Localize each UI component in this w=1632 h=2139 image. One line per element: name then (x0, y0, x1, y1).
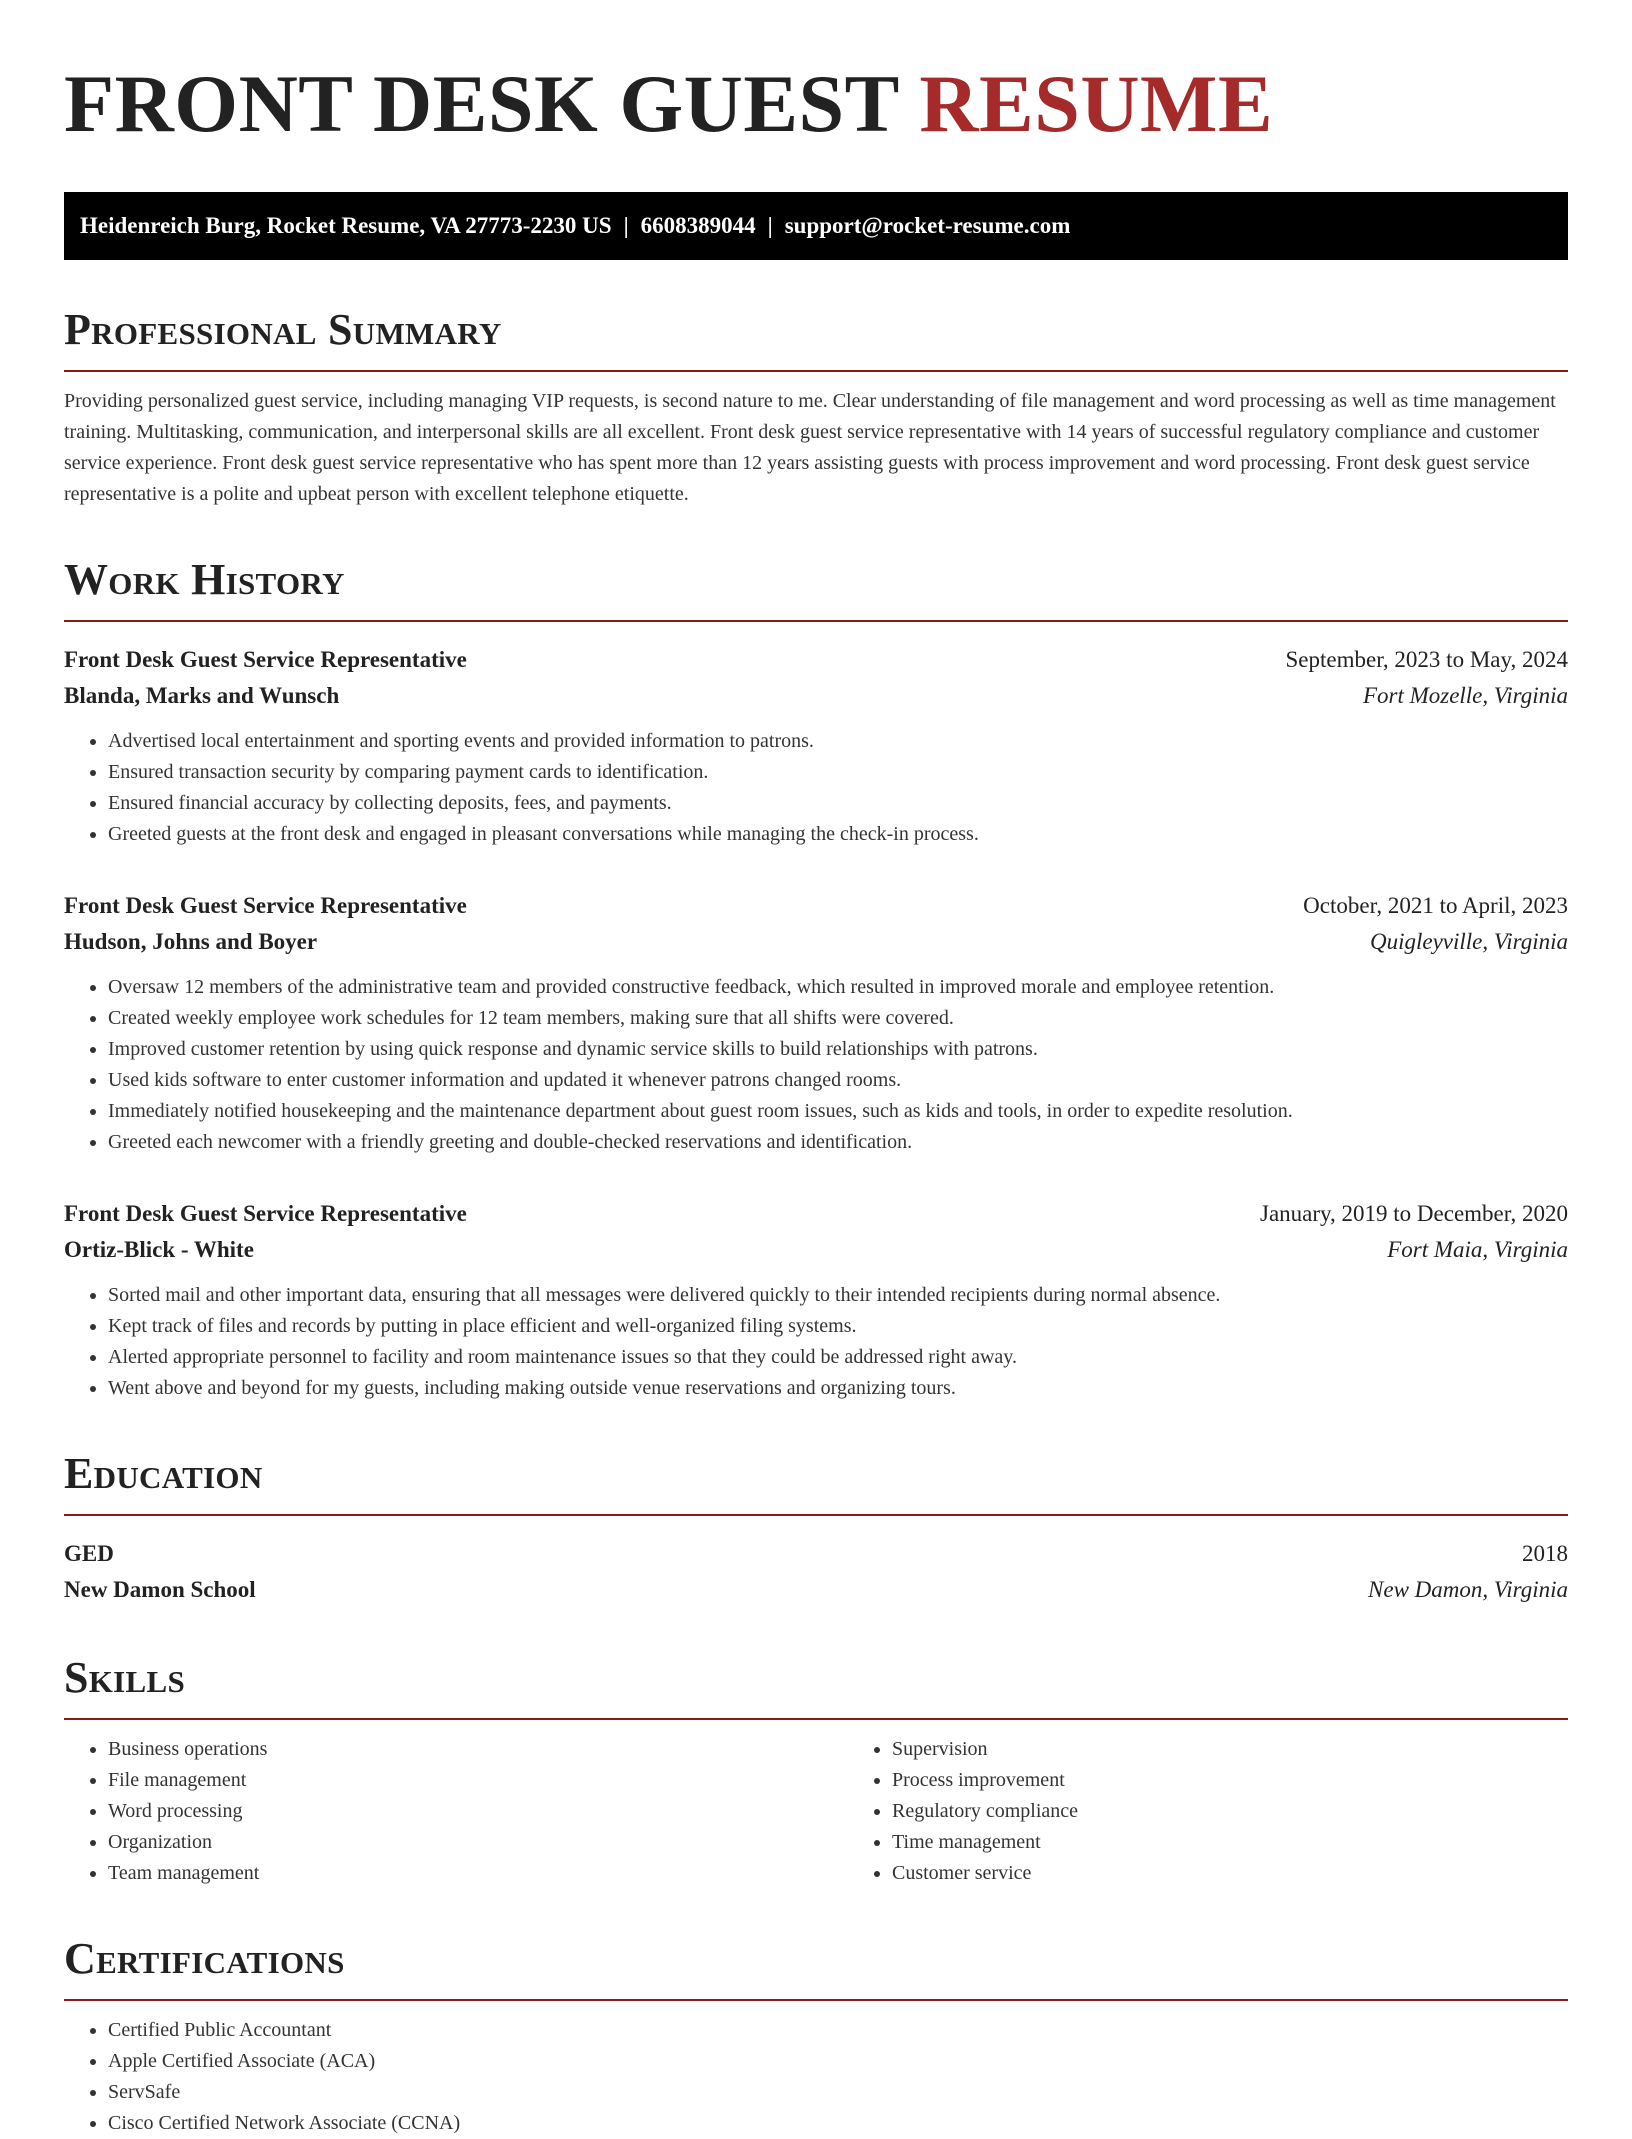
contact-separator: | (623, 213, 629, 238)
job-bullet: • Used kids software to enter customer information and updated it whenever patrons changed rooms. (108, 1065, 1568, 1096)
job-header-row (64, 888, 1568, 924)
job-dates: January, 2019 to December, 2020 (1260, 1201, 1568, 1226)
job-bullet: • Advertised local entertainment and sporting events and provided information to patrons. (108, 726, 1568, 757)
job-bullet: • Greeted guests at the front desk and engaged in pleasant conversations while managing the check-in process. (108, 819, 1568, 850)
job-header-row (64, 642, 1568, 678)
job-entry (64, 642, 1568, 850)
skill-item: • Time management (892, 1827, 1568, 1858)
job-bullet: • Greeted each newcomer with a friendly greeting and double-checked reservations and identification. (108, 1127, 1568, 1158)
skills-grid (64, 1734, 1568, 1889)
certifications-heading: Certifications (64, 1933, 1568, 2001)
job-entry (64, 1196, 1568, 1404)
education-heading: Education (64, 1448, 1568, 1516)
summary-heading: Professional Summary (64, 304, 1568, 372)
skill-item: • Organization (108, 1827, 848, 1858)
education-entry (64, 1536, 1568, 1608)
job-bullet: • Improved customer retention by using quick response and dynamic service skills to build relationships with patrons. (108, 1034, 1568, 1065)
job-bullet: • Alerted appropriate personnel to facility and room maintenance issues so that they could be addressed right away. (108, 1342, 1568, 1373)
job-bullet: • Kept track of files and records by putting in place efficient and well-organized filing systems. (108, 1311, 1568, 1342)
job-company: Ortiz-Blick - White (64, 1237, 254, 1262)
skills-heading: Skills (64, 1652, 1568, 1720)
job-bullet: • Created weekly employee work schedules for 12 team members, making sure that all shifts were covered. (108, 1003, 1568, 1034)
job-dates: October, 2021 to April, 2023 (1303, 893, 1568, 918)
job-dates: September, 2023 to May, 2024 (1285, 647, 1568, 672)
skill-item: • Team management (108, 1858, 848, 1889)
certification-list (64, 2015, 1568, 2139)
skills-column-1 (64, 1734, 848, 1889)
education-school: New Damon School (64, 1577, 256, 1602)
job-title: Front Desk Guest Service Representative (64, 893, 467, 918)
job-bullet: • Immediately notified housekeeping and the maintenance department about guest room issues, such as kids and tools, in order to expedite resolution. (108, 1096, 1568, 1127)
title-accent: RESUME (919, 58, 1274, 149)
summary-text: Providing personalized guest service, including managing VIP requests, is second nature to me. Clear understanding of file management and word processing as well as time management training. Multitasking, communication, and interpersonal skills are all excellent. Front desk guest service representative with 14 years of successful regulatory compliance and customer service experience. Front desk guest service representative who has spent more than 12 years assisting guests with process improvement and word processing. Front desk guest service representative is a polite and upbeat person with excellent telephone etiquette. (64, 390, 1556, 505)
education-school-row (64, 1572, 1568, 1608)
resume-title (64, 56, 1568, 152)
job-company: Blanda, Marks and Wunsch (64, 683, 340, 708)
job-title: Front Desk Guest Service Representative (64, 1201, 467, 1226)
job-company-row (64, 678, 1568, 714)
contact-address: Heidenreich Burg, Rocket Resume, VA 27773-2230 US (80, 213, 612, 238)
job-bullet: • Oversaw 12 members of the administrative team and provided constructive feedback, which resulted in improved morale and employee retention. (108, 972, 1568, 1003)
skill-item: • Regulatory compliance (892, 1796, 1568, 1827)
education-degree: GED (64, 1541, 114, 1566)
job-entry (64, 888, 1568, 1158)
job-bullet-list (64, 1280, 1568, 1404)
job-bullet-list (64, 726, 1568, 850)
job-header-row (64, 1196, 1568, 1232)
certifications-section (64, 2015, 1568, 2139)
certification-item: • Cisco Certified Network Associate (CCNA) (108, 2108, 1568, 2139)
education-degree-row (64, 1536, 1568, 1572)
skill-item: • Supervision (892, 1734, 1568, 1765)
skills-column-2 (848, 1734, 1568, 1889)
education-location: New Damon, Virginia (1368, 1577, 1568, 1602)
job-company-row (64, 924, 1568, 960)
job-bullet: • Ensured transaction security by comparing payment cards to identification. (108, 757, 1568, 788)
contact-separator: | (767, 213, 773, 238)
certification-item: • ServSafe (108, 2077, 1568, 2108)
job-location: Fort Maia, Virginia (1387, 1237, 1568, 1262)
job-company-row (64, 1232, 1568, 1268)
title-main: FRONT DESK GUEST (64, 58, 899, 149)
job-bullet: • Went above and beyond for my guests, including making outside venue reservations and organizing tours. (108, 1373, 1568, 1404)
job-bullet: • Ensured financial accuracy by collecting deposits, fees, and payments. (108, 788, 1568, 819)
contact-bar (64, 192, 1568, 260)
skill-item: • Customer service (892, 1858, 1568, 1889)
job-title: Front Desk Guest Service Representative (64, 647, 467, 672)
skill-item: • Process improvement (892, 1765, 1568, 1796)
skill-item: • File management (108, 1765, 848, 1796)
contact-email[interactable]: support@rocket-resume.com (784, 213, 1071, 238)
work-history-heading: Work History (64, 554, 1568, 622)
job-bullet-list (64, 972, 1568, 1158)
job-location: Quigleyville, Virginia (1369, 929, 1568, 954)
contact-phone: 6608389044 (640, 213, 756, 238)
job-bullet: • Sorted mail and other important data, ensuring that all messages were delivered quickly to their intended recipients during normal absence. (108, 1280, 1568, 1311)
certification-item: • Apple Certified Associate (ACA) (108, 2046, 1568, 2077)
job-company: Hudson, Johns and Boyer (64, 929, 318, 954)
education-year: 2018 (1522, 1541, 1568, 1566)
certification-item: • Certified Public Accountant (108, 2015, 1568, 2046)
skill-item: • Word processing (108, 1796, 848, 1827)
job-location: Fort Mozelle, Virginia (1362, 683, 1568, 708)
skill-item: • Business operations (108, 1734, 848, 1765)
